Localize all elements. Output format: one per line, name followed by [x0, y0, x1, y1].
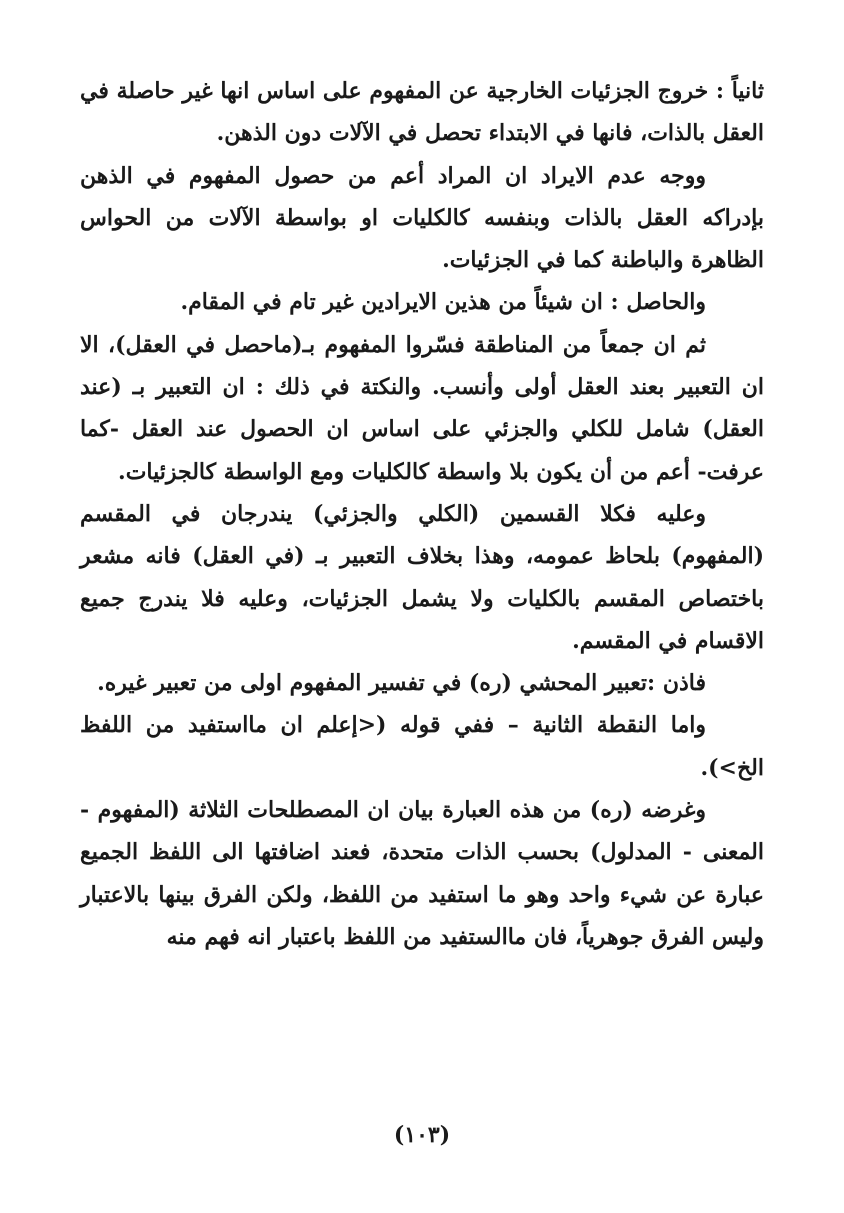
paragraph-4: ثم ان جمعاً من المناطقة فسّروا المفهوم بـ(ماحصل في العقل)، الا ان التعبير بعند العقل أولى وأنسب. والنكتة في ذلك : ان التعبير بـ (عند العقل) شامل للكلي والجزئي على اساس ان الحصول عند العقل -كما عرفت- أعم من أن يكون بلا واسطة كالكليات ومع الواسطة كالجزئيات.	[80, 331, 764, 485]
paragraph-3: والحاصل : ان شيئاً من هذين الايرادين غير تام في المقام.	[180, 289, 706, 316]
paragraph-6: فاذن :تعبير المحشي (ره) في تفسير المفهوم اولى من تعبير غيره.	[97, 670, 706, 697]
page-number: (١٠٣)	[393, 1122, 451, 1148]
document-body	[80, 70, 764, 958]
paragraph-7: واما النقطة الثانية – ففي قوله (<إعلم ان مااستفيد من اللفظ الخ>).	[80, 712, 764, 781]
paragraph-2: ووجه عدم الايراد ان المراد أعم من حصول المفهوم في الذهن بإدراكه العقل بالذات وبنفسه كالكليات او بواسطة الآلات من الحواس الظاهرة والباطنة كما في الجزئيات.	[80, 162, 764, 274]
paragraph-5: وعليه فكلا القسمين (الكلي والجزئي) يندرجان في المقسم (المفهوم) بلحاظ عمومه، وهذا بخلاف التعبير بـ (في العقل) فانه مشعر باختصاص المقسم بالكليات ولا يشمل الجزئيات، وعليه فلا يندرج جميع الاقسام في المقسم.	[80, 500, 764, 654]
paragraph-8: وغرضه (ره) من هذه العبارة بيان ان المصطلحات الثلاثة (المفهوم - المعنى - المدلول) بحسب الذات متحدة، فعند اضافتها الى اللفظ الجميع عبارة عن شيء واحد وهو ما استفيد من اللفظ، ولكن الفرق بينها بالاعتبار وليس الفرق جوهرياً، فان ماالستفيد من اللفظ باعتبار انه فهم منه	[80, 797, 764, 950]
paragraph-1: ثانياً : خروج الجزئيات الخارجية عن المفهوم على اساس انها غير حاصلة في العقل بالذات، فانها في الابتداء تحصل في الآلات دون الذهن.	[80, 78, 764, 147]
